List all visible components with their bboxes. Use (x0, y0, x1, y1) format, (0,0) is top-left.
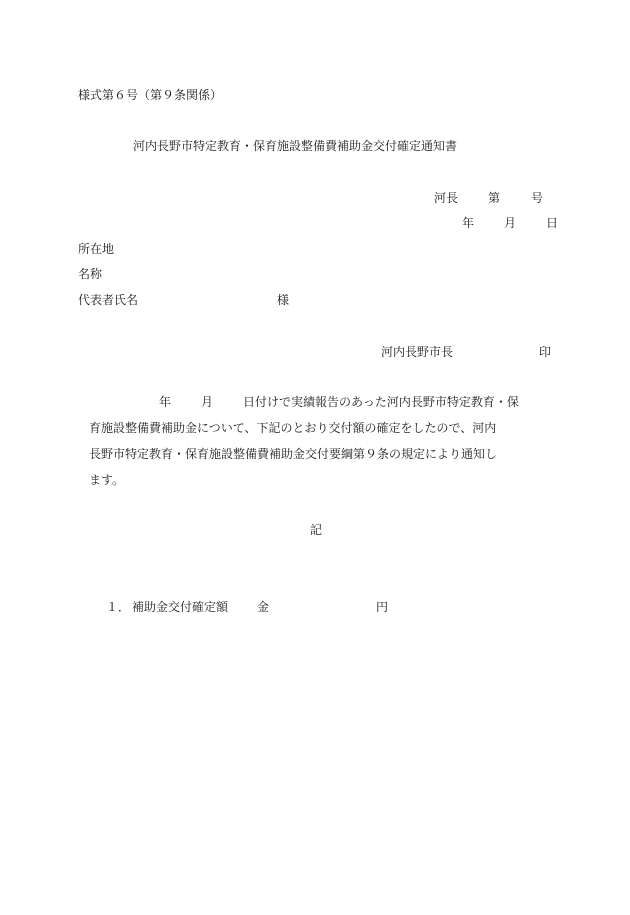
body-line-1-rest: 日付けで実績報告のあった河内長野市特定教育・保 (243, 395, 519, 409)
form-number: 様式第６号（第９条関係） (78, 88, 223, 102)
item-1-number: １． (106, 600, 131, 614)
body-line-1 (159, 396, 519, 408)
reference-number (434, 192, 543, 204)
issue-date (462, 217, 558, 229)
body-nen: 年 (159, 395, 172, 409)
recipient-name-label: 名称 (78, 267, 103, 281)
item-1-kin: 金 (257, 600, 270, 614)
body-line-3: 長野市特定教育・保育施設整備費補助金交付要綱第９条の規定により通知し (89, 447, 498, 461)
recipient-address-label: 所在地 (78, 242, 115, 256)
reference-gou: 号 (531, 191, 544, 205)
document-title: 河内長野市特定教育・保育施設整備費補助金交付確定通知書 (133, 139, 458, 153)
recipient-rep-label: 代表者氏名 (78, 293, 139, 307)
recipient-honorific: 様 (277, 293, 290, 307)
body-tsuki: 月 (201, 395, 214, 409)
issuer-seal: 印 (539, 345, 552, 359)
date-nen: 年 (462, 216, 475, 230)
date-tsuki: 月 (504, 216, 517, 230)
reference-prefix: 河長 (434, 191, 459, 205)
body-line-2: 育施設整備費補助金について、下記のとおり交付額の確定をしたので、河内 (89, 421, 497, 435)
notice-ki: 記 (310, 523, 323, 537)
body-line-4: ます。 (89, 473, 125, 487)
reference-dai: 第 (488, 191, 501, 205)
issuer-title: 河内長野市長 (381, 345, 454, 359)
item-1 (106, 601, 388, 613)
item-1-label: 補助金交付確定額 (132, 600, 229, 614)
issuer-line (381, 346, 551, 358)
item-1-en: 円 (376, 600, 389, 614)
date-hi: 日 (546, 216, 559, 230)
recipient-rep-line (78, 294, 289, 306)
